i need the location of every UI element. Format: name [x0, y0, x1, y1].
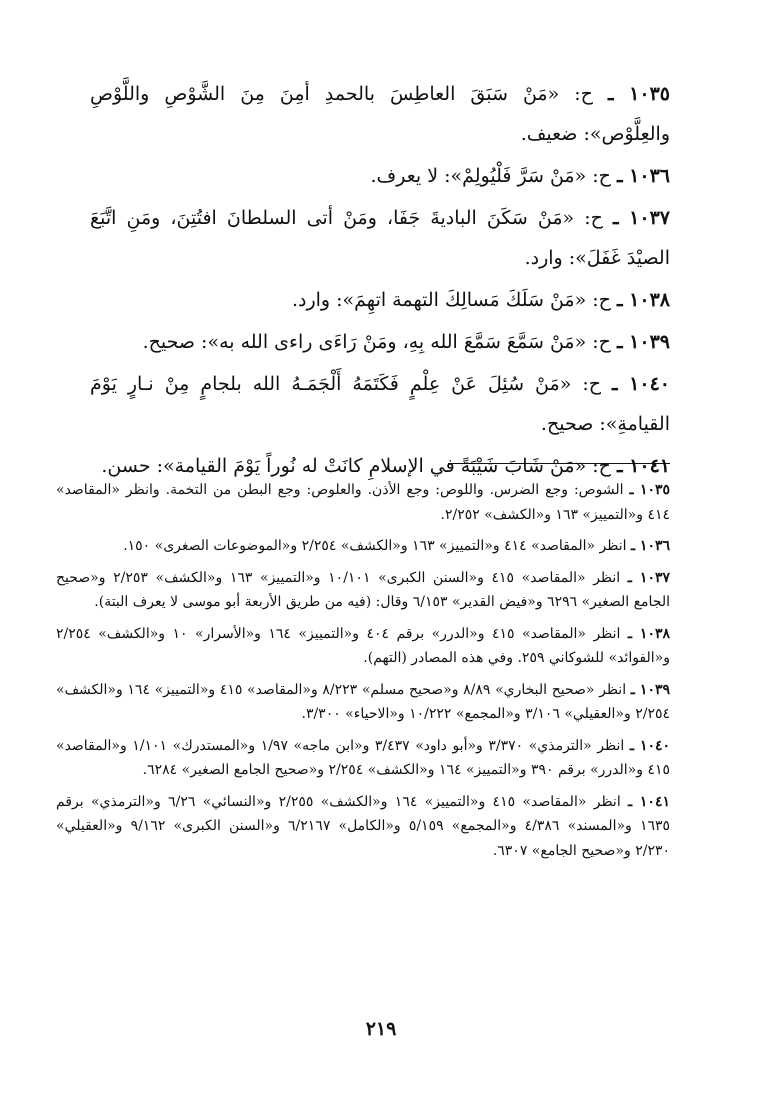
footnote-1037: [56, 566, 670, 615]
footnotes: [56, 478, 670, 870]
footnote-number: ١٠٤١ ـ: [628, 793, 670, 810]
entry-text: ح: «مَنْ سَكَنَ الباديةَ جَفَا، ومَنْ أتى السلطانَ افتُتِنَ، ومَنِ اتَّبَعَ الصيْدَ غَفَلَ»: وارد.: [90, 207, 670, 269]
entry-text: ح: «مَنْ سَبَقَ العاطِسَ بالحمدِ أمِنَ مِنَ الشَّوْصِ واللَّوْصِ والعِلَّوْص»: ضعيف.: [90, 83, 670, 145]
footnote-divider: [448, 463, 670, 464]
entry-number: ١٠٣٦ ـ: [616, 165, 670, 187]
footnote-1040: [56, 734, 670, 783]
entry-number: ١٠٣٥ ـ: [607, 83, 670, 105]
footnote-1035: [56, 478, 670, 527]
hadith-entries: [90, 74, 670, 488]
footnote-text: انظر «الترمذي» ٣/٣٧٠ و«أبو داود» ٣/٤٣٧ و«ابن ماجه» ١/٩٧ و«المستدرك» ١/١٠١ و«المقاصد» ٤١٥ و«الدرر» برقم ٣٩٠ و«التمييز» ١٦٤ و«الكشف» ٢/٢٥٤ و«صحيح الجامع الصغير» ٦٢٨٤.: [56, 737, 670, 778]
hadith-entry-1039: [90, 322, 670, 362]
footnote-number: ١٠٤٠ ـ: [629, 737, 671, 754]
hadith-entry-1038: [90, 280, 670, 320]
page-number: ٢١٩: [365, 1018, 397, 1040]
entry-text: ح: «مَنْ سَلَكَ مَسالِكَ التهمة اتهِمَ»: وارد.: [291, 289, 611, 311]
hadith-entry-1036: [90, 156, 670, 196]
entry-number: ١٠٤١ ـ: [616, 455, 670, 477]
hadith-entry-1040: [90, 364, 670, 444]
footnote-text: انظر «المقاصد» ٤١٥ و«السنن الكبرى» ١٠/١٠١ و«التمييز» ١٦٣ و«الكشف» ٢/٢٥٣ و«صحيح الجامع الصغير» ٦٢٩٦ و«فيض القدير» ٦/١٥٣ وقال: (فيه من طريق الأربعة أبو موسى لا يعرف البتة).: [56, 569, 670, 610]
footnote-1041: [56, 790, 670, 864]
footnote-text: انظر «صحيح البخاري» ٨/٨٩ و«صحيح مسلم» ٨/٢٢٣ و«المقاصد» ٤١٥ و«التمييز» ١٦٤ و«الكشف» ٢/٢٥٤ و«العقيلي» ٣/١٠٦ و«المجمع» ١٠/٢٢٢ و«الاحياء» ٣/٣٠٠.: [56, 681, 670, 722]
footnote-text: انظر «المقاصد» ٤١٥ و«التمييز» ١٦٤ و«الكشف» ٢/٢٥٥ و«النسائي» ٦/٢٦ و«الترمذي» برقم ١٦٣٥ و«المسند» ٤/٣٨٦ و«المجمع» ٥/١٥٩ و«الكامل» ٦/٢١٦٧ و«السنن الكبرى» ٩/١٦٢ و«العقيلي» ٢/٢٣٠ و«صحيح الجامع» ٦٣٠٧.: [56, 793, 671, 859]
entry-text: ح: «مَنْ سُئِلَ عَنْ عِلْمٍ فَكَتَمَهُ أَلْجَمَـهُ الله بلجامٍ مِنْ نـارٍ يَوْمَ القيامةِ»: صحيح.: [90, 373, 670, 435]
footnote-1036: [56, 534, 670, 559]
footnote-1038: [56, 622, 670, 671]
entry-number: ١٠٣٨ ـ: [616, 289, 670, 311]
footnote-text: الشوص: وجع الضرس. واللوص: وجع الأذن. والعلوص: وجع البطن من التخمة. وانظر «المقاصد» ٤١٤ و«التمييز» ١٦٣ و«الكشف» ٢/٢٥٢.: [56, 482, 670, 523]
hadith-entry-1037: [90, 198, 670, 278]
footnote-text: انظر «المقاصد» ٤١٤ و«التمييز» ١٦٣ و«الكشف» ٢/٢٥٤ و«الموضوعات الصغرى» ١٥٠.: [123, 538, 627, 554]
entry-text: ح: «مَنْ شَابَ شَيْبَةً في الإسلامِ كانَتْ له نُوراً يَوْمَ القيامة»: حسن.: [101, 455, 611, 477]
entry-text: ح: «مَنْ سَمَّعَ سَمَّعَ الله بِهِ، ومَنْ رَاءَى راءى الله به»: صحيح.: [142, 331, 611, 353]
footnote-number: ١٠٣٧ ـ: [627, 569, 670, 586]
entry-text: ح: «مَنْ سَرَّ فَلْيُولِمْ»: لا يعرف.: [370, 165, 611, 187]
footnote-text: انظر «المقاصد» ٤١٥ و«الدرر» برقم ٤٠٤ و«التمييز» ١٦٤ و«الأسرار» ١٠ و«الكشف» ٢/٢٥٤ و«الفوائد» للشوكاني ٢٥٩. وفي هذه المصادر (التهم).: [56, 625, 670, 666]
footnote-1039: [56, 678, 670, 727]
footnote-number: ١٠٣٨ ـ: [627, 625, 670, 642]
entry-number: ١٠٤٠ ـ: [612, 373, 670, 395]
entry-number: ١٠٣٧ ـ: [612, 207, 670, 229]
entry-number: ١٠٣٩ ـ: [616, 331, 670, 353]
hadith-entry-1035: [90, 74, 670, 154]
footnote-number: ١٠٣٦ ـ: [630, 538, 670, 554]
footnote-number: ١٠٣٩ ـ: [630, 681, 670, 698]
footnote-number: ١٠٣٥ ـ: [629, 482, 671, 498]
